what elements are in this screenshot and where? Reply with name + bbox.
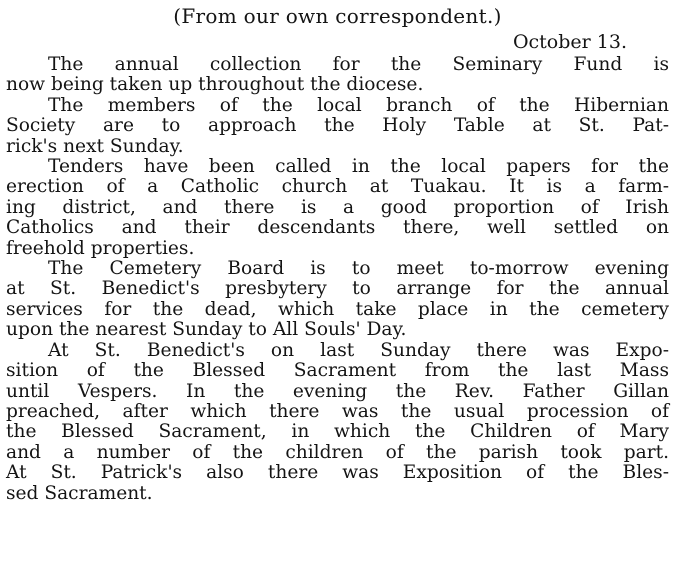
paragraph-line: at St. Benedict's presbytery to arrange for the annual: [6, 278, 669, 300]
dateline: October 13.: [512, 31, 627, 53]
paragraph-line: ing district, and there is a good proportion of Irish: [6, 196, 669, 218]
paragraph-line: the Blessed Sacrament, in which the Children of Mary: [6, 421, 669, 443]
paragraph-line: until Vespers. In the evening the Rev. Father Gillan: [6, 380, 669, 402]
paragraph-line: Catholics and their descendants there, well settled on: [6, 217, 669, 239]
article-paragraph: [6, 96, 669, 157]
paragraph-line: and a number of the children of the parish took part.: [6, 441, 669, 463]
paragraph-line: now being taken up throughout the diocese.: [6, 74, 424, 96]
paragraph-line: erection of a Catholic church at Tuakau. It is a farm-: [6, 176, 669, 198]
article-paragraph: [6, 157, 669, 259]
paragraph-line: Society are to approach the Holy Table at St. Pat-: [6, 115, 669, 137]
article-paragraph: [6, 55, 669, 96]
paragraph-line: At St. Benedict's on last Sunday there was Expo-: [48, 339, 669, 361]
paragraph-line: The members of the local branch of the Hibernian: [48, 94, 669, 116]
paragraph-line: upon the nearest Sunday to All Souls' Day.: [6, 319, 407, 341]
paragraph-line: freehold properties.: [6, 237, 195, 259]
paragraph-line: Tenders have been called in the local papers for the: [48, 156, 669, 178]
article-paragraph: [6, 341, 669, 504]
paragraph-line: The annual collection for the Seminary Fund is: [48, 54, 669, 75]
paragraph-line: preached, after which there was the usual procession of: [6, 400, 669, 422]
paragraph-line: services for the dead, which take place in the cemetery: [6, 298, 669, 320]
paragraph-line: sition of the Blessed Sacrament from the last Mass: [6, 360, 669, 382]
paragraph-line: sed Sacrament.: [6, 482, 153, 504]
byline: (From our own correspondent.): [173, 4, 502, 28]
paragraph-line: rick's next Sunday.: [6, 135, 184, 157]
article-paragraph: [6, 259, 669, 341]
paragraph-line: The Cemetery Board is to meet to-morrow evening: [48, 258, 669, 280]
article-body: [6, 55, 669, 504]
paragraph-line: At St. Patrick's also there was Exposition of the Bles-: [6, 462, 669, 484]
